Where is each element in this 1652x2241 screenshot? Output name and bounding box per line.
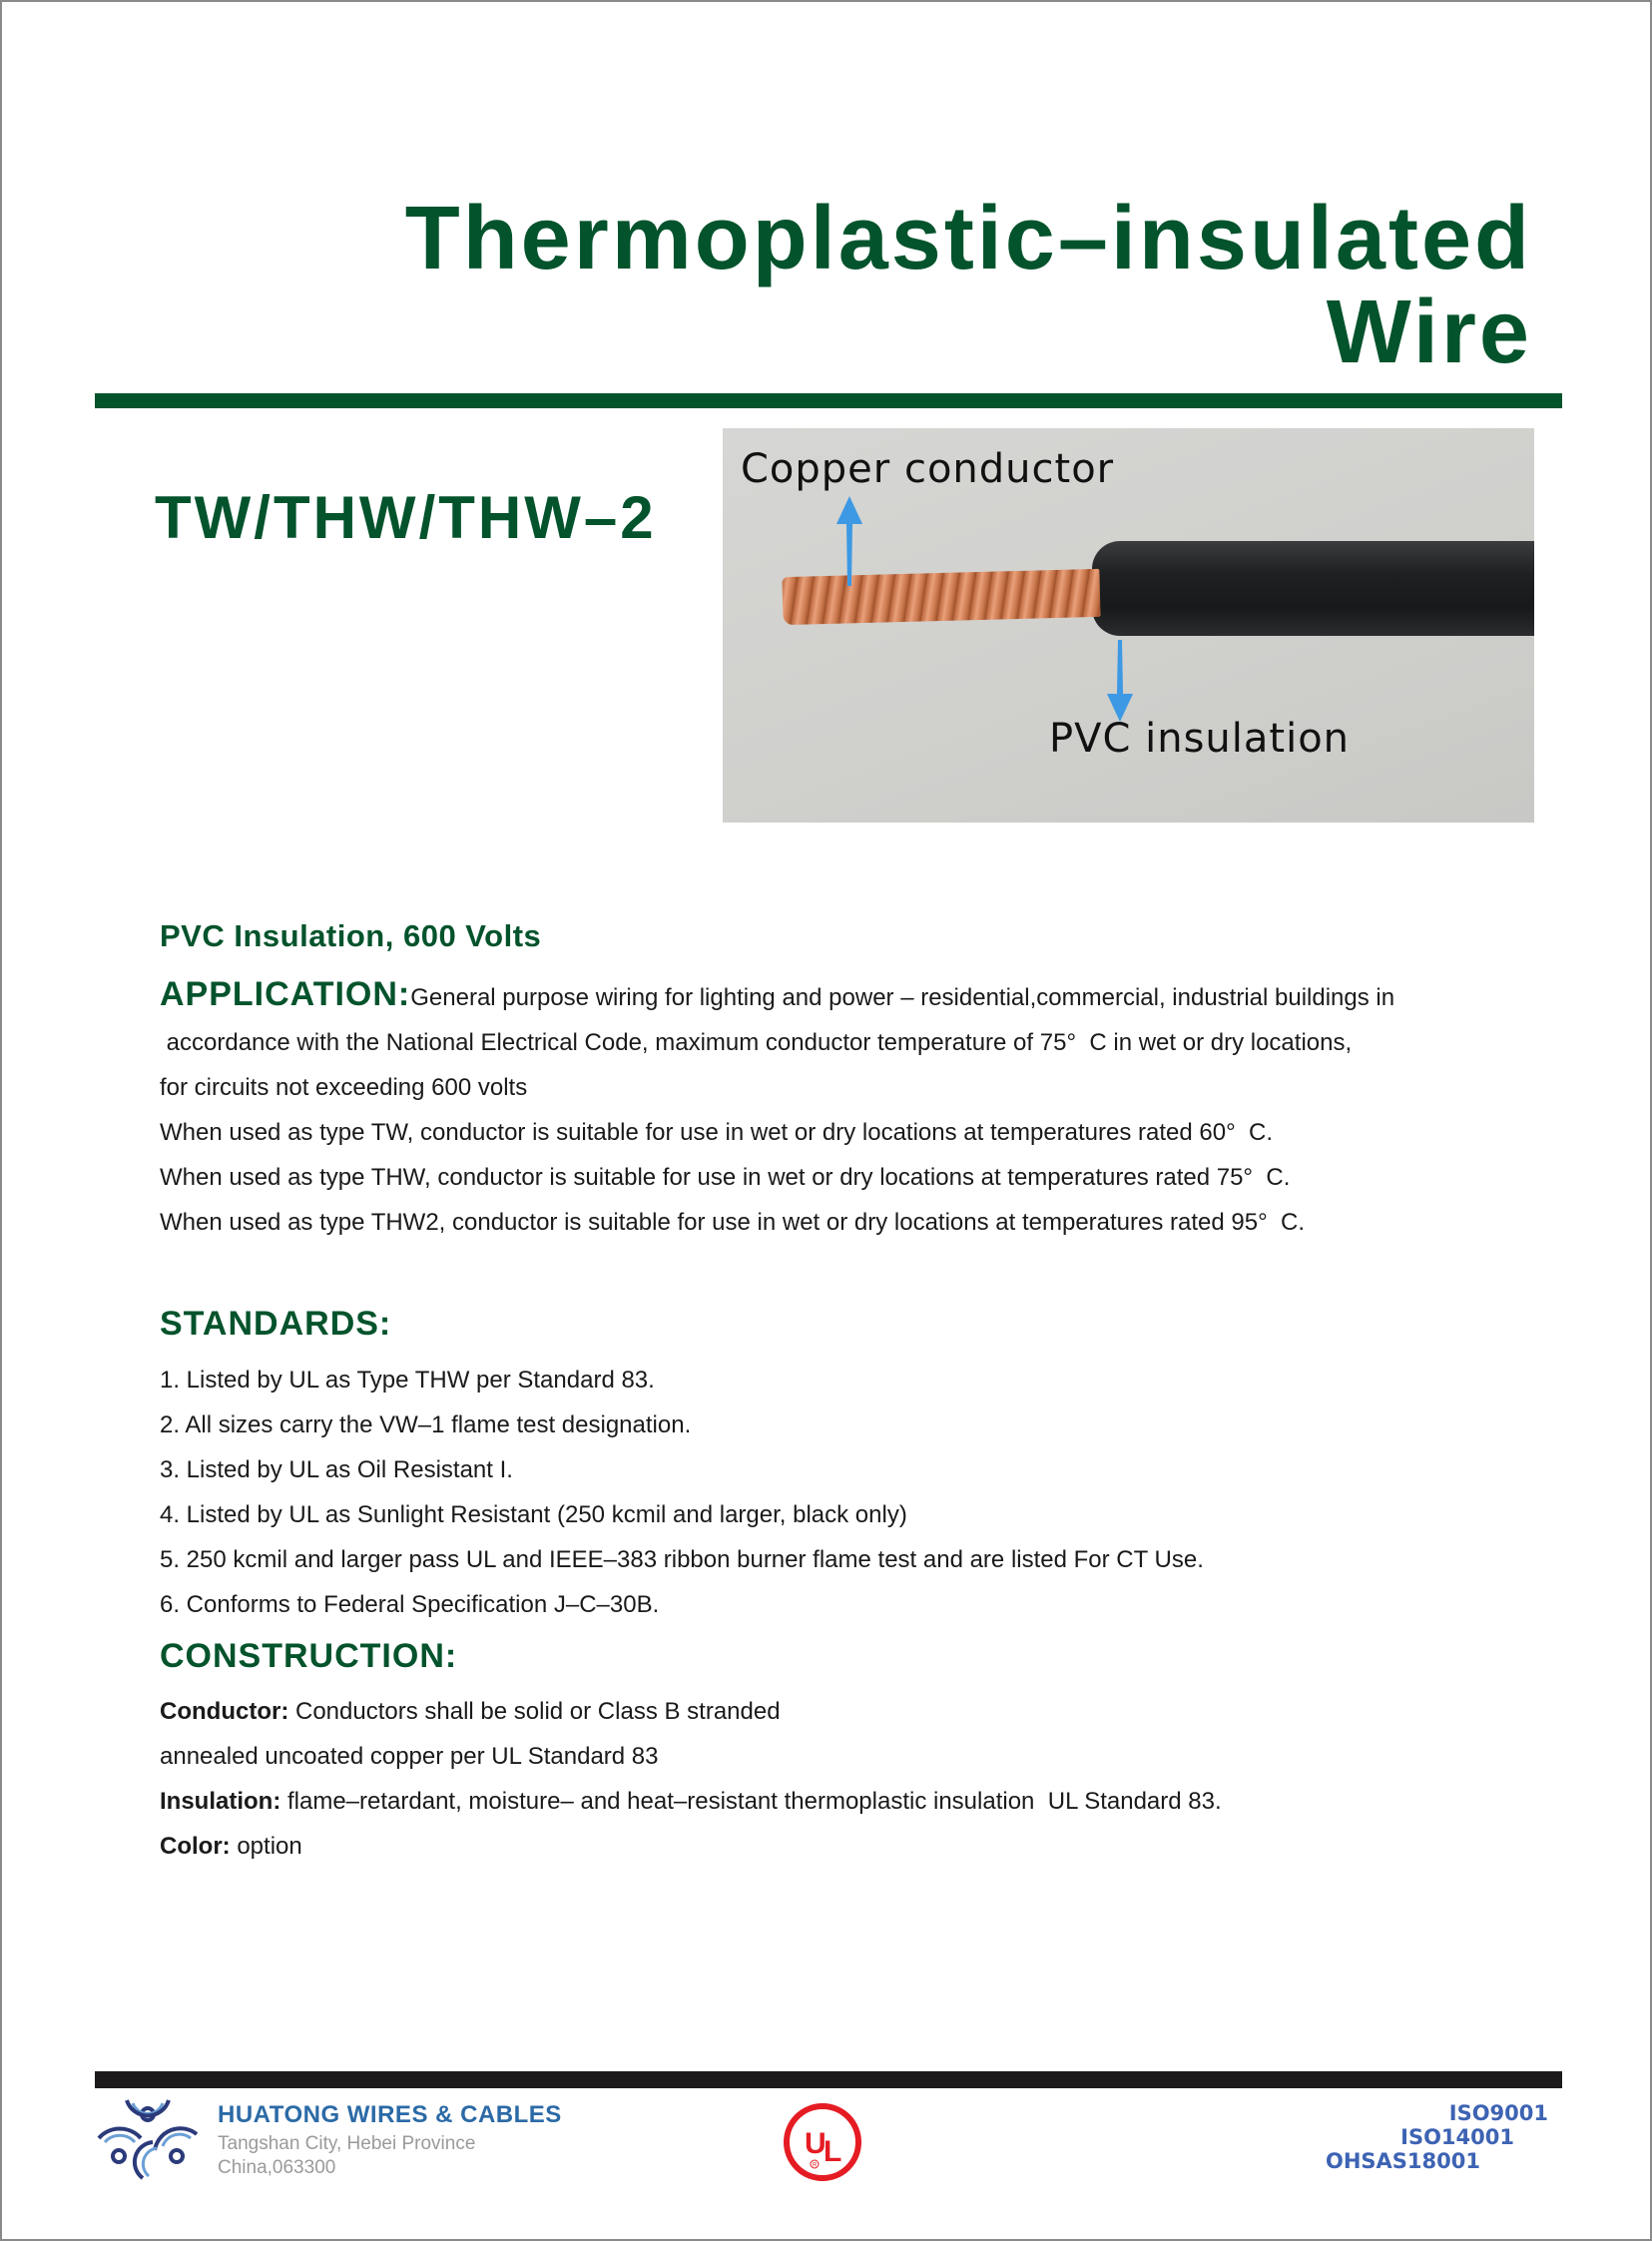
- cert-iso14001: ISO14001: [1400, 2125, 1514, 2149]
- ul-certification-icon: [782, 2101, 863, 2183]
- standards-item: 1. Listed by UL as Type THW per Standard 83.: [160, 1367, 655, 1394]
- application-line-5: When used as type THW, conductor is suitable for use in wet or dry locations at temperatures rated 75° C.: [160, 1164, 1291, 1191]
- standards-item: 4. Listed by UL as Sunlight Resistant (250 kcmil and larger, black only): [160, 1501, 907, 1528]
- pvc-insulation-label: PVC insulation: [1049, 716, 1351, 762]
- certifications: [1326, 2101, 1548, 2173]
- construction-conductor-cont: annealed uncoated copper per UL Standard 83: [160, 1743, 659, 1770]
- application-heading: APPLICATION:: [160, 975, 411, 1013]
- color-label: Color:: [160, 1833, 231, 1860]
- header-divider: [95, 393, 1562, 408]
- cert-iso9001: ISO9001: [1448, 2101, 1548, 2125]
- insulation-label: Insulation:: [160, 1788, 281, 1815]
- application-line-2: accordance with the National Electrical Code, maximum conductor temperature of 75° C in wet or dry locations,: [160, 1029, 1353, 1056]
- standards-list: [160, 1358, 1557, 1627]
- copper-strands-illustration: [782, 569, 1100, 625]
- cert-ohsas18001: OHSAS18001: [1326, 2149, 1480, 2173]
- construction-heading: CONSTRUCTION:: [160, 1637, 458, 1675]
- construction-list: [160, 1689, 1557, 1869]
- arrow-up-icon: [834, 496, 864, 586]
- color-text: option: [230, 1833, 302, 1860]
- insulation-subtitle: PVC Insulation, 600 Volts: [160, 918, 542, 953]
- standards-item: 5. 250 kcmil and larger pass UL and IEEE–383 ribbon burner flame test and are listed For CT Use.: [160, 1546, 1204, 1573]
- company-address-line-1: Tangshan City, Hebei Province: [218, 2133, 476, 2154]
- company-logo-icon: [97, 2098, 199, 2180]
- svg-text:R: R: [813, 2162, 818, 2169]
- footer-divider: [95, 2071, 1562, 2088]
- standards-heading: STANDARDS:: [160, 1305, 392, 1343]
- standards-item: 2. All sizes carry the VW–1 flame test designation.: [160, 1411, 692, 1438]
- insulation-text: flame–retardant, moisture– and heat–resistant thermoplastic insulation UL Standard 83.: [280, 1788, 1222, 1815]
- conductor-text: Conductors shall be solid or Class B stranded: [288, 1698, 781, 1725]
- application-section: [160, 972, 1557, 1245]
- title-line-1: Thermoplastic–insulated: [404, 189, 1532, 288]
- application-line-4: When used as type TW, conductor is suitable for use in wet or dry locations at temperatures rated 60° C.: [160, 1119, 1274, 1146]
- construction-insulation: [160, 1779, 1557, 1824]
- conductor-label: Conductor:: [160, 1698, 289, 1725]
- title-line-2: Wire: [1326, 282, 1532, 382]
- application-line-6: When used as type THW2, conductor is suitable for use in wet or dry locations at temperatures rated 95° C.: [160, 1209, 1306, 1236]
- standards-item: 6. Conforms to Federal Specification J–C–30B.: [160, 1591, 660, 1618]
- standards-item: 3. Listed by UL as Oil Resistant I.: [160, 1456, 513, 1483]
- application-line-3: for circuits not exceeding 600 volts: [160, 1074, 528, 1101]
- wire-photo: [723, 428, 1534, 823]
- arrow-down-icon: [1105, 640, 1135, 722]
- construction-color: [160, 1824, 1557, 1869]
- application-line-1: General purpose wiring for lighting and power – residential,commercial, industrial buildings in: [410, 984, 1395, 1011]
- svg-text:L: L: [824, 2135, 842, 2168]
- model-designation: TW/THW/THW–2: [155, 484, 657, 551]
- page-title: [404, 189, 1532, 382]
- svg-text:U: U: [805, 2127, 826, 2160]
- copper-conductor-label: Copper conductor: [741, 446, 1115, 492]
- company-address-line-2: China,063300: [218, 2157, 336, 2178]
- company-name: HUATONG WIRES & CABLES: [218, 2101, 562, 2128]
- pvc-jacket-illustration: [1092, 541, 1534, 636]
- construction-conductor: [160, 1689, 1557, 1734]
